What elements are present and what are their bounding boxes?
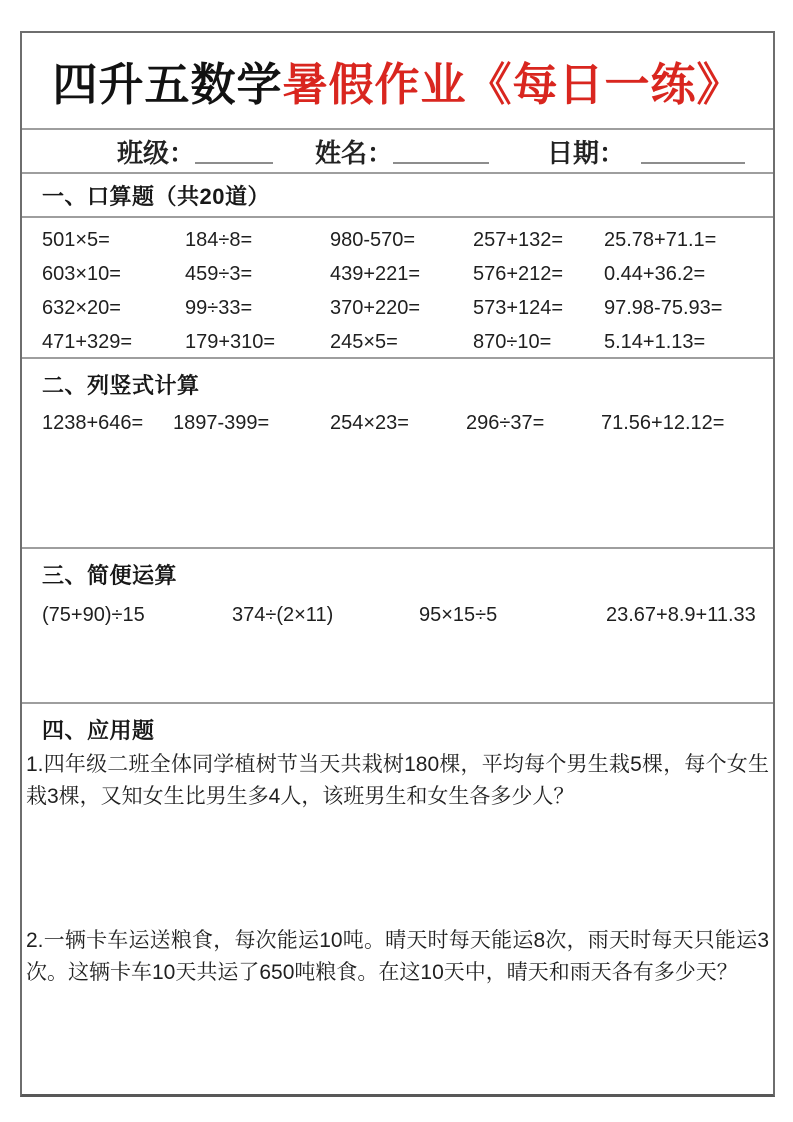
section-vertical	[22, 359, 773, 549]
oral-problem: 370+220=	[330, 296, 421, 319]
vertical-problem: 296÷37=	[466, 411, 545, 434]
oral-problem: 870÷10=	[473, 330, 552, 353]
oral-problem: 501×5=	[42, 228, 110, 251]
oral-problem: 632×20=	[42, 296, 121, 319]
oral-problem: 439+221=	[330, 262, 421, 285]
vertical-problem: 1897-399=	[173, 411, 270, 434]
section-heading-text: 三、简便运算	[42, 563, 178, 588]
name-label: 姓名：	[315, 138, 394, 168]
oral-problem: 245×5=	[330, 330, 398, 353]
oral-problem: 184÷8=	[185, 228, 253, 251]
section-heading-text: 一、口算题（共20道）	[42, 183, 270, 209]
worksheet-page	[20, 31, 775, 1097]
oral-problem: 179+310=	[185, 330, 276, 353]
oral-problem: 573+124=	[473, 296, 564, 319]
class-blank[interactable]	[195, 138, 273, 164]
section-word-problems	[22, 704, 773, 1094]
oral-problem: 99÷33=	[185, 296, 253, 319]
oral-problem: 603×10=	[42, 262, 121, 285]
class-label: 班级：	[117, 138, 196, 168]
section-oral-problems	[22, 218, 773, 359]
section-heading-text: 四、应用题	[42, 718, 155, 743]
section-oral-heading	[22, 174, 773, 218]
section-heading-text: 二、列竖式计算	[42, 373, 200, 398]
vertical-problem: 71.56+12.12=	[601, 411, 725, 434]
simplify-problem: 374÷(2×11)	[232, 603, 334, 626]
oral-problem: 471+329=	[42, 330, 133, 353]
simplify-problem: 23.67+8.9+11.33	[606, 603, 756, 626]
oral-problem: 97.98-75.93=	[604, 296, 723, 319]
page-title	[22, 33, 773, 130]
simplify-problems-grid	[42, 600, 773, 630]
simplify-problem: (75+90)÷15	[42, 603, 145, 626]
vertical-problem: 1238+646=	[42, 411, 144, 434]
vertical-problem: 254×23=	[330, 411, 409, 434]
vertical-problems-grid	[42, 408, 773, 438]
title-homework-part: 暑假作业《每日一练》	[282, 59, 743, 110]
oral-problem: 980-570=	[330, 228, 416, 251]
section-simplify	[22, 549, 773, 704]
title-grade-part: 四升五数学	[52, 59, 283, 110]
oral-problem: 459÷3=	[185, 262, 253, 285]
word-problem: 1.四年级二班全体同学植树节当天共栽树180棵，平均每个男生栽5棵，每个女生 栽3棵，又知女生比男生多4人，该班男生和女生各多少人？	[26, 753, 769, 808]
date-blank[interactable]	[641, 138, 745, 164]
date-label: 日期：	[547, 138, 626, 168]
oral-problem: 257+132=	[473, 228, 564, 251]
oral-problem: 5.14+1.13=	[604, 330, 706, 353]
word-problem: 2.一辆卡车运送粮食，每次能运10吨。晴天时每天能运8次，雨天时每天只能运3 次。这辆卡车10天共运了650吨粮食。在这10天中，晴天和雨天各有多少天？	[26, 929, 769, 984]
oral-problem: 576+212=	[473, 262, 564, 285]
oral-problem: 25.78+71.1=	[604, 228, 717, 251]
student-info-row	[22, 130, 773, 174]
oral-problems-grid	[42, 223, 773, 359]
simplify-problem: 95×15÷5	[419, 603, 498, 626]
name-blank[interactable]	[393, 138, 489, 164]
oral-problem: 0.44+36.2=	[604, 262, 706, 285]
